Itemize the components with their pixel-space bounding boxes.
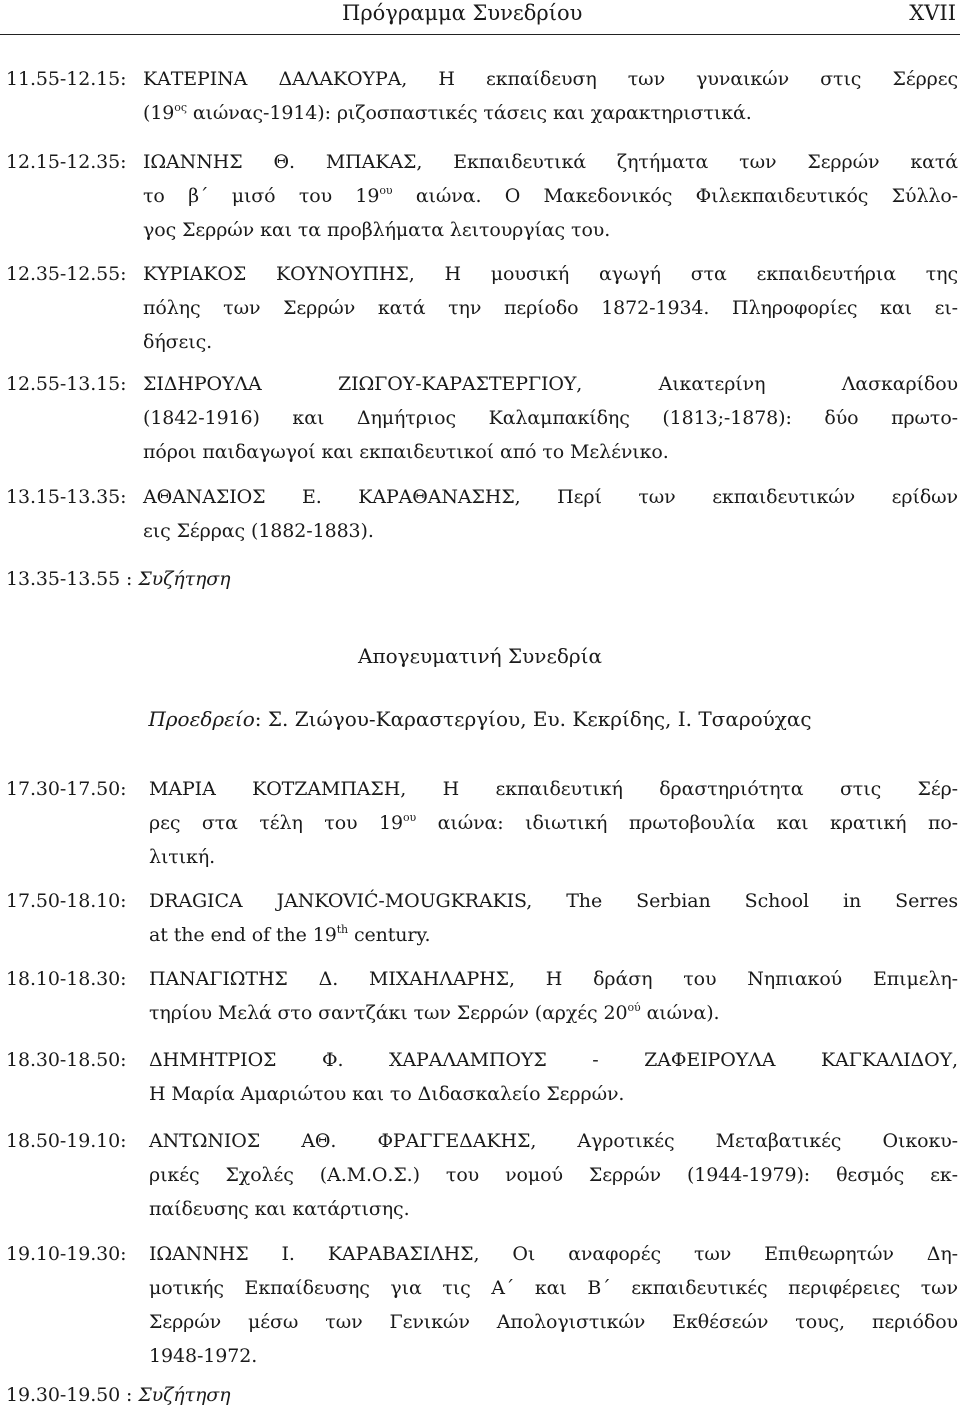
entry-text (143, 145, 958, 247)
entry-text (143, 257, 958, 359)
entry-line: ΔΗΜΗΤΡΙΟΣ Φ. ΧΑΡΑΛΑΜΠΟΥΣ - ΖΑΦΕΙΡΟΥΛΑ ΚΑΓΚΑΛΙΔΟΥ, (149, 1049, 958, 1071)
entry-text (149, 772, 958, 874)
entry-line: 1948-1972. (149, 1345, 258, 1367)
entry-line: ΑΘΑΝΑΣΙΟΣ Ε. ΚΑΡΑΘΑΝΑΣΗΣ, Περί των εκπαιδευτικών ερίδων (143, 486, 958, 508)
entry-line: (1842-1916) και Δημήτριος Καλαμπακίδης (1813;-1878): δύο πρωτο- (143, 407, 958, 429)
entry-time: 19.10-19.30: (6, 1243, 127, 1265)
session-chairs (0, 704, 960, 734)
entry-line: ($19^{o\varsigma}$ αιώνας-1914): ριζοσπαστικές τάσεις και χαρακτηριστικά. (143, 101, 752, 124)
discussion-label: Συζήτηση (138, 1384, 231, 1406)
entry-line: ΑΝΤΩΝΙΟΣ ΑΘ. ΦΡΑΓΓΕΔΑΚΗΣ, Αγροτικές Μεταβατικές Οικοκυ- (149, 1130, 958, 1152)
entry-time: 18.10-18.30: (6, 968, 127, 990)
entry-line: ρικές Σχολές (Α.Μ.Ο.Σ.) του νομού Σερρών (1944-1979): θεσμός εκ- (149, 1164, 958, 1186)
entry-line: τηρίου Μελά στο σαντζάκι των Σερρών (αρχές $20^{oύ}$ αιώνα). (149, 1001, 720, 1024)
entry-time: 19.30-19.50 : Συζήτηση (6, 1384, 231, 1406)
entry-line: πόλης των Σερρών κατά την περίοδο 1872-1934. Πληροφορίες και ει- (143, 297, 958, 319)
header-rule (0, 34, 960, 35)
entry-line: at the end of the 19th century. (149, 923, 431, 946)
entry-line: ΙΩΑΝΝΗΣ Ι. ΚΑΡΑΒΑΣΙΛΗΣ, Οι αναφορές των Επιθεωρητών Δη- (149, 1243, 958, 1265)
afternoon-session-heading: Απογευματινή Συνεδρία (358, 644, 602, 668)
entry-time: 12.15-12.35: (6, 151, 127, 173)
entry-line: γος Σερρών και τα προβλήματα λειτουργίας του. (143, 219, 611, 241)
entry-line: εις Σέρρας (1882-1883). (143, 520, 374, 542)
schedule-entry (6, 1043, 958, 1111)
schedule-entry (6, 772, 958, 874)
schedule-entry (6, 62, 958, 130)
entry-line: το β΄ μισό του $19^{o\upsilon}$ αιώνα. Ο Μακεδονικός Φιλεκπαιδευτικός Σύλλο- (143, 184, 958, 207)
schedule-entry (6, 257, 958, 359)
entry-line: ρες στα τέλη του $19^{o\upsilon}$ αιώνα: ιδιωτική πρωτοβουλία και κρατική πο- (149, 811, 958, 834)
entry-text (149, 1124, 958, 1226)
schedule-entry (6, 1237, 958, 1373)
entry-line: μοτικής Εκπαίδευσης για τις Α΄ και Β΄ εκπαιδευτικές περιφέρειες των (149, 1277, 958, 1299)
chairs-label: Προεδρείο (148, 707, 255, 731)
discussion-label: Συζήτηση (138, 568, 231, 590)
entry-time: 18.50-19.10: (6, 1130, 127, 1152)
entry-line: DRAGICA JANKOVIĆ-MOUGKRAKIS, The Serbian School in Serres (149, 890, 958, 912)
entry-text (143, 367, 958, 469)
entry-line: ΜΑΡΙΑ ΚΟΤΖΑΜΠΑΣΗ, Η εκπαιδευτική δραστηριότητα στις Σέρ- (149, 778, 958, 800)
entry-line: Σερρών μέσω των Γενικών Απολογιστικών Εκθέσεών τους, περιόδου (149, 1311, 958, 1333)
entry-line: Η Μαρία Αμαριώτου και το Διδασκαλείο Σερρών. (149, 1083, 625, 1105)
schedule-entry (6, 367, 958, 469)
entry-line: λιτική. (149, 846, 216, 868)
entry-line: ΠΑΝΑΓΙΩΤΗΣ Δ. ΜΙΧΑΗΛΑΡΗΣ, Η δράση του Νηπιακού Επιμελη- (149, 968, 958, 990)
entry-time: 13.35-13.55 : Συζήτηση (6, 568, 231, 590)
entry-time: 11.55-12.15: (6, 68, 127, 90)
schedule-entry (6, 480, 958, 548)
entry-line: ΙΩΑΝΝΗΣ Θ. ΜΠΑΚΑΣ, Εκπαιδευτικά ζητήματα των Σερρών κατά (143, 151, 958, 173)
entry-text (149, 1237, 958, 1373)
entry-text (149, 1043, 958, 1111)
entry-line: ΚΥΡΙΑΚΟΣ ΚΟΥΝΟΥΠΗΣ, Η μουσική αγωγή στα εκπαιδευτήρια της (143, 263, 958, 285)
schedule-entry (6, 962, 958, 1030)
running-header (0, 0, 960, 26)
schedule-entry (6, 145, 958, 247)
chairs-names: : Σ. Ζιώγου-Καραστεργίου, Ευ. Κεκρίδης, Ι. Τσαρούχας (254, 707, 812, 731)
entry-time: 12.35-12.55: (6, 263, 127, 285)
entry-line: ΚΑΤΕΡΙΝΑ ΔΑΛΑΚΟΥΡΑ, Η εκπαίδευση των γυναικών στις Σέρρες (143, 68, 958, 90)
header-title: Πρόγραμμα Συνεδρίου (342, 1, 583, 25)
entry-line: δήσεις. (143, 331, 213, 353)
entry-line: πόροι παιδαγωγοί και εκπαιδευτικοί από το Μελένικο. (143, 441, 669, 463)
entry-time: 18.30-18.50: (6, 1049, 127, 1071)
entry-text (143, 62, 958, 130)
entry-time: 12.55-13.15: (6, 373, 127, 395)
entry-line: ΣΙΔΗΡΟΥΛΑ ΖΙΩΓΟΥ-ΚΑΡΑΣΤΕΡΓΙΟΥ, Αικατερίνη Λασκαρίδου (143, 373, 958, 395)
entry-text (149, 962, 958, 1030)
entry-text (143, 480, 958, 548)
header-page-number: XVII (909, 1, 956, 25)
entry-time: 13.15-13.35: (6, 486, 127, 508)
entry-time: 17.30-17.50: (6, 778, 127, 800)
schedule-entry (6, 1124, 958, 1226)
schedule-entry (6, 884, 958, 952)
entry-line: παίδευσης και κατάρτισης. (149, 1198, 410, 1220)
entry-time: 17.50-18.10: (6, 890, 127, 912)
entry-text (149, 884, 958, 952)
